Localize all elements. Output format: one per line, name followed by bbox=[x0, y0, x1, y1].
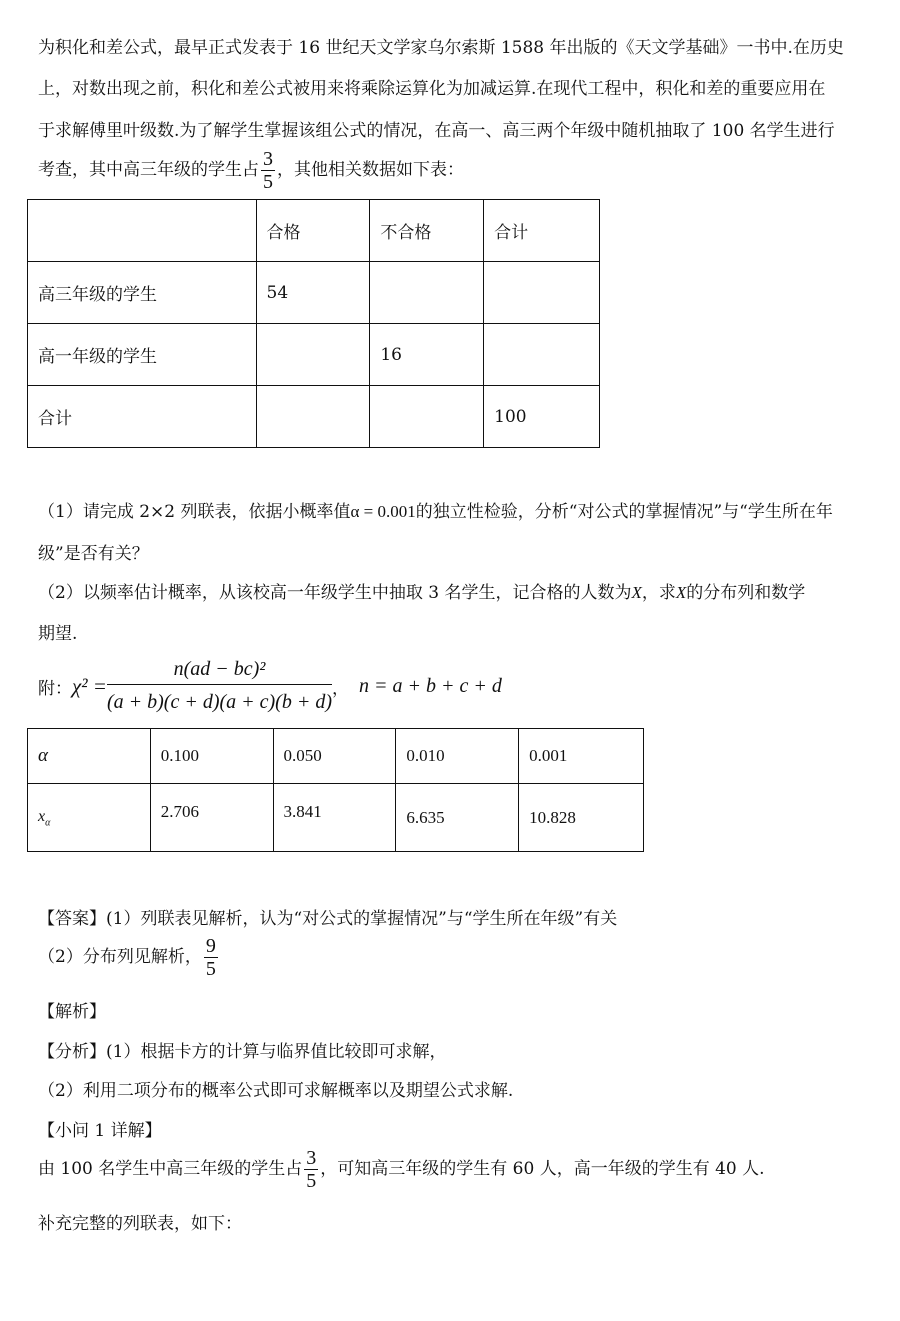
last-line: 补充完整的列联表，如下： bbox=[38, 1214, 242, 1234]
chi-square-formula: 附：χ² = $\frac{\text{n(ad − bc)²}}{(a + b)(c + d)(a + c)(b + d)}$ ， n = a + b + c + d bbox=[38, 654, 502, 719]
question-2-line-2: 期望. bbox=[38, 624, 78, 644]
table-row bbox=[28, 784, 644, 852]
table-row-label: 合计 bbox=[28, 386, 257, 448]
intro-line-1: 为积化和差公式，最早正式发表于 16 世纪天文学家乌尔索斯 1588 年出版的《天文学基础》一书中.在历史 bbox=[38, 38, 844, 58]
formula-prefix: 附： bbox=[38, 679, 72, 699]
table-cell bbox=[370, 262, 484, 324]
x-alpha-label: $x_\alpha$ bbox=[28, 784, 151, 852]
table-cell: 10.828 bbox=[519, 784, 644, 852]
table-cell: 0.100 bbox=[150, 729, 273, 784]
intro-line-4-pre: 考查，其中高三年级的学生占 bbox=[38, 160, 259, 180]
jiexi-heading: 【解析】 bbox=[38, 1002, 106, 1022]
table-cell bbox=[484, 262, 600, 324]
formula-fraction bbox=[107, 654, 332, 719]
answer-line-1: 【答案】(1）列联表见解析，认为“对公式的掌握情况”与“学生所在年级”有关 bbox=[38, 909, 618, 929]
table-cell bbox=[484, 324, 600, 386]
alpha-value: α = 0.001 bbox=[350, 502, 416, 521]
alpha-label: α bbox=[28, 729, 151, 784]
table-row bbox=[28, 262, 600, 324]
fenxi-line-2: （2）利用二项分布的概率公式即可求解概率以及期望公式求解. bbox=[38, 1081, 514, 1101]
table-row bbox=[28, 729, 644, 784]
table-cell: 0.001 bbox=[519, 729, 644, 784]
table-row bbox=[28, 324, 600, 386]
formula-numerator: n(ad − bc)² bbox=[107, 654, 332, 685]
table-cell: 3.841 bbox=[273, 784, 396, 852]
table-cell: 6.635 bbox=[396, 784, 519, 852]
table-cell: 16 bbox=[370, 324, 484, 386]
fraction-nine-fifths: $\frac{9}{5}$ bbox=[205, 935, 216, 980]
table-cell: 0.010 bbox=[396, 729, 519, 784]
intro-line-2: 上，对数出现之前，积化和差公式被用来将乘除运算化为加减运算.在现代工程中，积化和差的重要应用在 bbox=[38, 79, 826, 99]
table-cell: 54 bbox=[256, 262, 370, 324]
table-cell bbox=[370, 386, 484, 448]
question-1-line-2: 级”是否有关？ bbox=[38, 544, 149, 564]
table-cell bbox=[256, 386, 370, 448]
fenxi-line-1: 【分析】(1）根据卡方的计算与临界值比较即可求解， bbox=[38, 1042, 447, 1062]
table-header-cell: 合计 bbox=[484, 200, 600, 262]
formula-lhs: χ² = bbox=[72, 674, 107, 698]
detail-line: 由 100 名学生中高三年级的学生占 $\frac{3}{5}$ ，可知高三年级的学生有 60 人，高一年级的学生有 40 人. bbox=[38, 1147, 765, 1192]
table-row bbox=[28, 386, 600, 448]
table-cell bbox=[256, 324, 370, 386]
answer-line-2: （2）分布列见解析， $\frac{9}{5}$ bbox=[38, 935, 216, 980]
fraction-three-fifths: $\frac{3}{5}$ bbox=[263, 148, 273, 193]
question-2-line-1: （2）以频率估计概率，从该校高一年级学生中抽取 3 名学生，记合格的人数为X，求X的分布列和数学 bbox=[38, 583, 806, 603]
table-header-cell: 合格 bbox=[256, 200, 370, 262]
table-header-cell: 不合格 bbox=[370, 200, 484, 262]
table-cell bbox=[28, 200, 257, 262]
fraction-three-fifths: $\frac{3}{5}$ bbox=[306, 1147, 317, 1192]
xiaowen-heading: 【小问 1 详解】 bbox=[38, 1121, 162, 1141]
question-1-line-1: （1）请完成 2×2 列联表，依据小概率值α = 0.001的独立性检验，分析“对公式的掌握情况”与“学生所在年 bbox=[38, 502, 833, 522]
contingency-table bbox=[27, 199, 600, 448]
critical-value-table bbox=[27, 728, 644, 852]
table-cell: 0.050 bbox=[273, 729, 396, 784]
formula-n-definition: n = a + b + c + d bbox=[359, 675, 502, 697]
table-cell: 2.706 bbox=[150, 784, 273, 852]
table-cell: 100 bbox=[484, 386, 600, 448]
intro-line-3: 于求解傅里叶级数.为了解学生掌握该组公式的情况，在高一、高三两个年级中随机抽取了 100 名学生进行 bbox=[38, 121, 835, 141]
formula-denominator: (a + b)(c + d)(a + c)(b + d) bbox=[106, 691, 332, 713]
intro-line-4 bbox=[38, 148, 464, 193]
table-row-label: 高一年级的学生 bbox=[28, 324, 257, 386]
table-row-label: 高三年级的学生 bbox=[28, 262, 257, 324]
intro-line-4-post: ，其他相关数据如下表： bbox=[277, 160, 464, 180]
variable-x: X bbox=[675, 583, 687, 602]
variable-x: X bbox=[631, 583, 642, 602]
table-header-row bbox=[28, 200, 600, 262]
